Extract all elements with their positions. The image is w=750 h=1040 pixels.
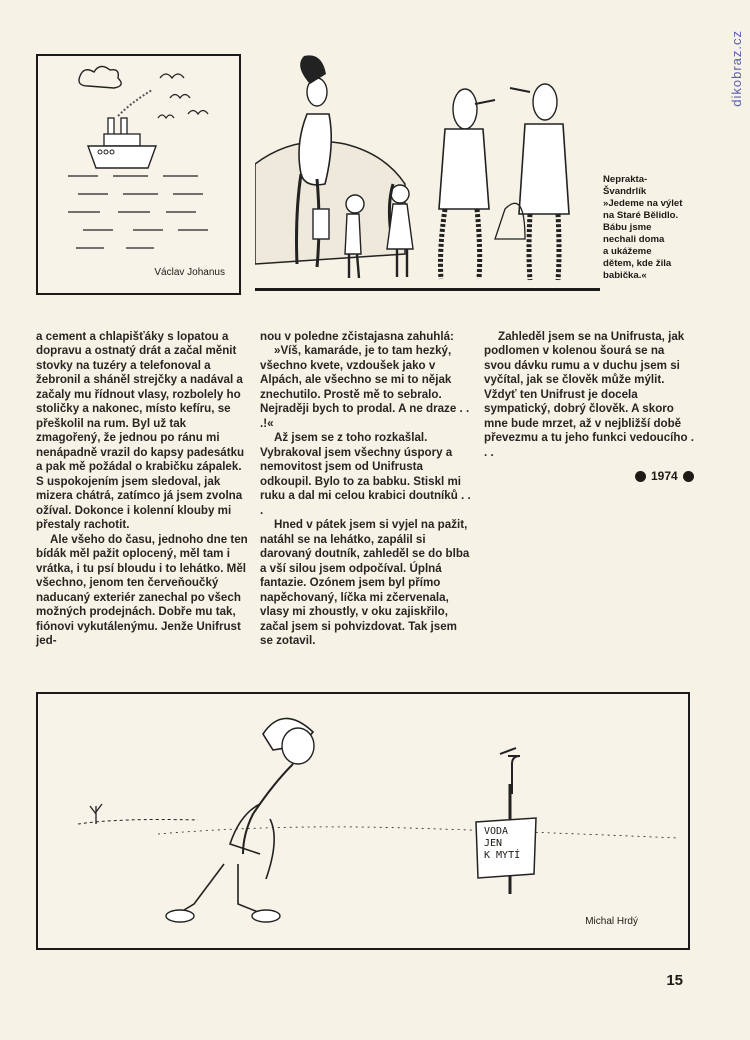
paragraph: Hned v pátek jsem si vyjel na pažit, natáhl se na lehátko, zapálil si darovaný doutník, zahleděl se do blba a vší silou jsem odpočíval. Úplná fantazie. Ozónem jsem byl přímo napěchovaný, líčka mi zčervenala, vlasy mi zhoustly, v oku zajiskřilo, začal jsem si pohvizdovat. Tak jsem se zotavil. — [260, 518, 470, 648]
paragraph: Ale všeho do času, jednoho dne ten bídák měl pažit oplocený, měl tam i vrátka, i tu psí bloudu i to lehátko. Měl všechno, jenom ten červeňoučký naducaný exteriér zanechal po všech možných prodejnách. Dobře mu tak, fiónovi vykutálenýmu. Jenže Unifrust jed- — [36, 532, 248, 648]
cartoon-author: Václav Johanus — [154, 266, 225, 278]
ship-drawing — [38, 56, 243, 297]
paragraph: Až jsem se z toho rozkašlal. Vybrakoval jsem všechny úspory a nemovitost jsem od Unifrusta odkoupil. Bylo to za babku. Stiskl mi ruku a dal mi celou krabici doutníků . . . — [260, 431, 471, 517]
cartoon-family-frame — [255, 54, 600, 291]
site-watermark: dikobraz.cz — [729, 30, 744, 107]
dot-icon — [683, 471, 694, 482]
family-cartoon-caption: Neprakta- Švandrlík »Jedeme na výlet na Staré Bělidlo. Bábu jsme nechali doma a ukážeme dětem, kde žila babička.« — [603, 174, 683, 281]
cartoon-author: Michal Hrdý — [585, 915, 638, 927]
paragraph: a cement a chlapišťáky s lopatou a dopravu a ostnatý drát a začal měnit stovky na tuzéry a telefonoval a žebronil a sháněl strejčky a nadával a začaly mu řídnout vlasy, rozbolely ho stoličky a nakonec, místo kefíru, se přeškolil na rum. Byl už tak zmagořený, že jednou po ránu mi nenápadně vrazil do kapsy padesátku a pak mě požádal o krabičku zápalek. S uspokojením jsem sledoval, jak mizera chátrá, zatímco já jsem zvolna ožíval. Dokonce i kolenní klouby mi přestaly rachotit. — [36, 330, 245, 532]
cartoon-ship-frame — [36, 54, 241, 295]
paragraph: »Víš, kamaráde, je to tam hezký, všechno kvete, vzdoušek jako v Alpách, ale všechno se mi to nějak znechutilo. Prostě mě to sebralo. Nejraději bych to prodal. A ne draze . . .!« — [260, 344, 470, 430]
paragraph: Zahleděl jsem se na Unifrusta, jak podlomen v kolenou šourá se na svou dávku rumu a v duchu jsem si vyčítal, jak se člověk může mýlit. Vždyť ten Unifrust je docela sympatický, dobrý člověk. A skoro mne bude mrzet, až v nejbližší době převezmu a tu jeho funkci vedoucího . . . — [484, 330, 695, 459]
article-column-3 — [484, 330, 694, 460]
tap-sign: VODA JEN K MYTÍ — [484, 826, 521, 861]
family-drawing — [255, 54, 600, 291]
cartoon-water-frame — [36, 692, 690, 950]
paragraph: nou v poledne zčistajasna zahuhlá: — [260, 330, 454, 343]
article-column-2 — [260, 330, 472, 649]
page-number: 15 — [666, 972, 683, 989]
dot-icon — [635, 471, 646, 482]
year-label: 1974 — [651, 469, 678, 483]
article-end-mark — [635, 469, 694, 483]
water-drawing — [38, 694, 692, 952]
article-column-1 — [36, 330, 248, 649]
